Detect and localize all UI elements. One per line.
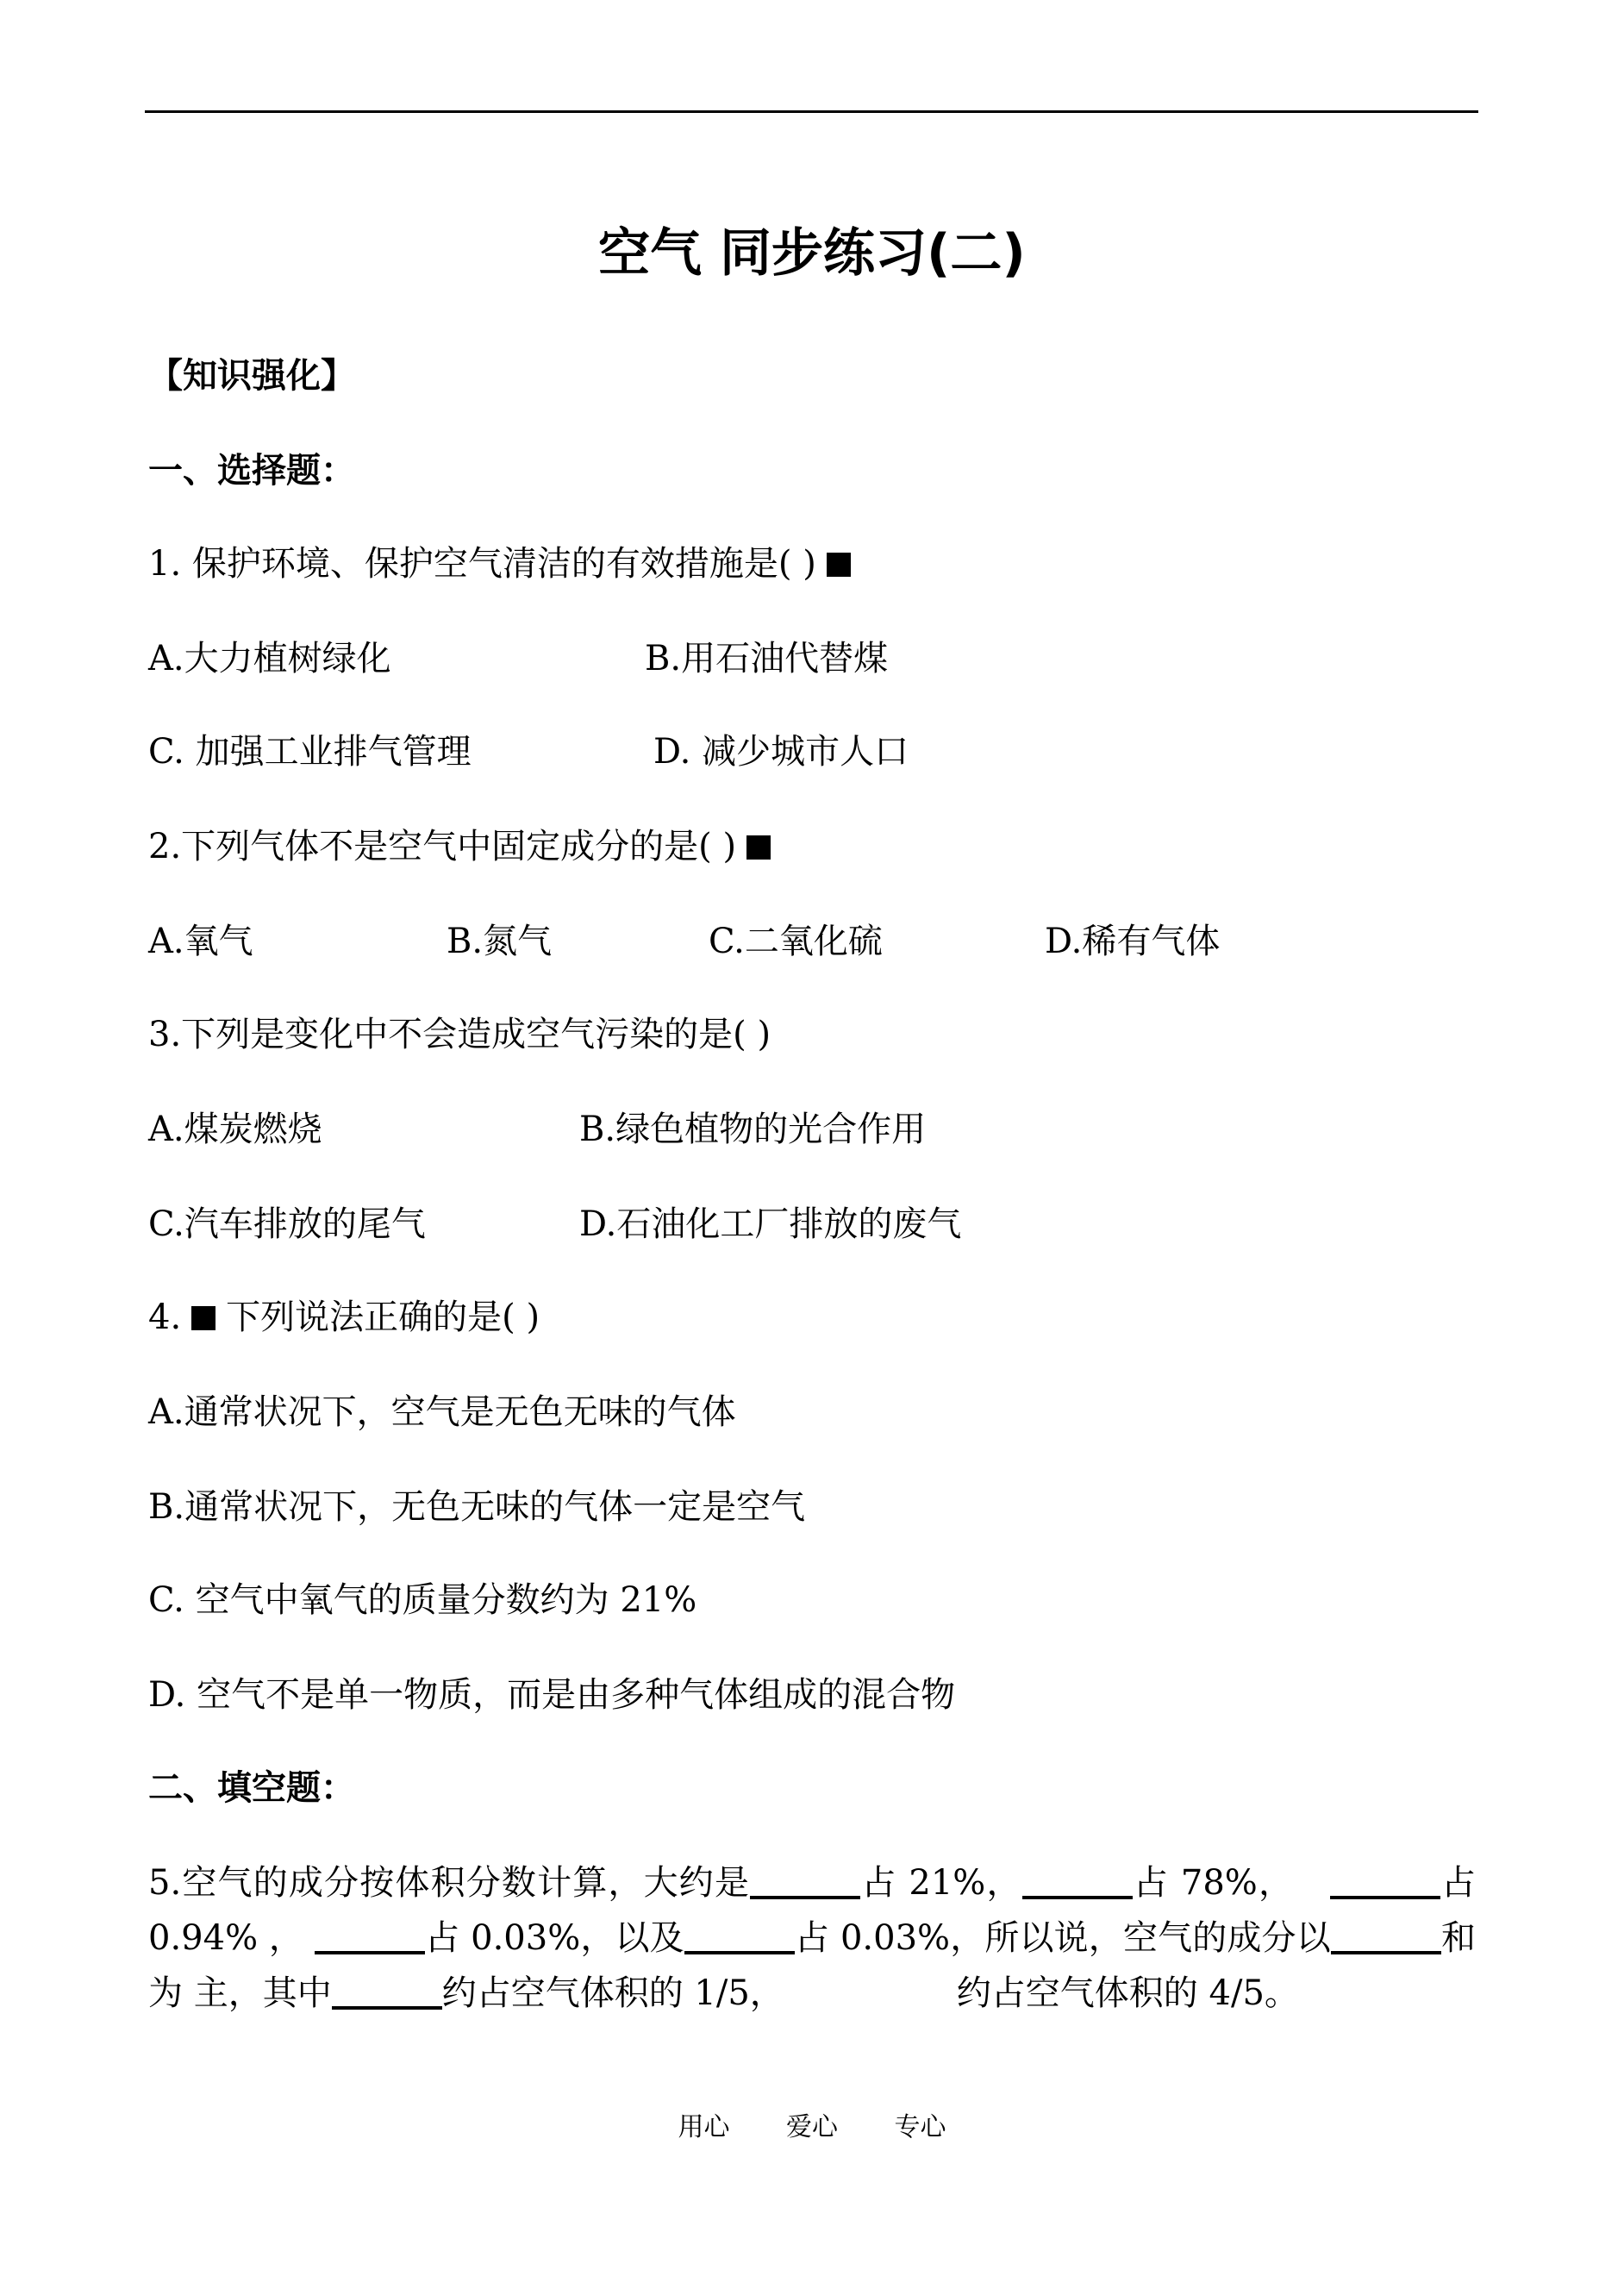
- q3-option-b: B.绿色植物的光合作用: [579, 1110, 927, 1149]
- header-rule: [145, 110, 1478, 113]
- q5-text-3: 占 78%，: [1132, 1863, 1295, 1903]
- answer-blank-2[interactable]: [1022, 1863, 1133, 1899]
- part2-heading: 二、填空题：: [148, 1768, 355, 1808]
- question-4-text: 下列说法正确的是( ): [226, 1298, 540, 1337]
- q5-text-1: 5.空气的成分按体积分数计算，大约是: [148, 1863, 751, 1903]
- question-1-text: 1. 保护环境、保护空气清洁的有效措施是( ): [148, 544, 816, 584]
- q4-option-d: D. 空气不是单一物质，而是由多种气体组成的混合物: [148, 1675, 956, 1715]
- q1-option-d: D. 减少城市人口: [653, 732, 909, 772]
- question-1: [148, 543, 861, 585]
- q1-option-a: A.大力植树绿化: [148, 639, 391, 678]
- square-mark-icon: [746, 835, 771, 860]
- answer-blank-1[interactable]: [750, 1863, 860, 1899]
- answer-blank-4[interactable]: [315, 1918, 425, 1954]
- page-footer: [0, 2112, 1624, 2143]
- q3-option-a: A.煤炭燃烧: [148, 1110, 322, 1149]
- answer-blank-3[interactable]: [1330, 1863, 1440, 1899]
- q3-option-c: C.汽车排放的尾气: [148, 1204, 426, 1244]
- q5-text-8: 约占空气体积的 1/5，: [441, 1973, 784, 2013]
- footer-word-3: 专心: [894, 2112, 946, 2142]
- q5-text-7: 和为 主，其中: [148, 1918, 1476, 2013]
- q4-option-b: B.通常状况下，无色无味的气体一定是空气: [148, 1487, 806, 1527]
- q1-option-b: B.用石油代替煤: [645, 639, 889, 678]
- answer-blank-5[interactable]: [684, 1918, 795, 1954]
- part1-heading: 一、选择题：: [148, 451, 355, 491]
- answer-blank-7[interactable]: [332, 1973, 442, 2010]
- q2-option-a: A.氧气: [148, 922, 253, 961]
- question-2: [148, 826, 781, 867]
- q3-option-d: D.石油化工厂排放的废气: [579, 1204, 962, 1244]
- q5-text-2: 占 21%，: [860, 1863, 1022, 1903]
- footer-word-1: 用心: [678, 2112, 730, 2142]
- question-5: [148, 1855, 1476, 2021]
- q2-option-c: C.二氧化硫: [709, 922, 883, 961]
- q4-option-a: A.通常状况下，空气是无色无味的气体: [148, 1392, 736, 1432]
- q2-option-d: D.稀有气体: [1045, 922, 1221, 961]
- question-4: [148, 1297, 540, 1338]
- q5-text-5: 占 0.03%，以及: [424, 1918, 684, 1958]
- q1-option-c: C. 加强工业排气管理: [148, 732, 472, 772]
- q5-text-9: 约占空气体积的 4/5。: [956, 1973, 1299, 2013]
- page-title: 空气 同步练习(二): [598, 223, 1026, 284]
- question-2-text: 2.下列气体不是空气中固定成分的是( ): [148, 827, 737, 866]
- q5-text-4: 占 0.94% ，: [148, 1863, 1476, 1958]
- section-header: 【知识强化】: [148, 356, 355, 396]
- question-3: 3.下列是变化中不会造成空气污染的是( ): [148, 1015, 771, 1054]
- square-mark-icon: [827, 553, 851, 577]
- q4-option-c: C. 空气中氧气的质量分数约为 21%: [148, 1580, 697, 1620]
- footer-word-2: 爱心: [786, 2112, 838, 2142]
- square-mark-icon: [191, 1306, 215, 1330]
- answer-blank-6[interactable]: [1331, 1918, 1441, 1954]
- q5-text-6: 占 0.03%，所以说，空气的成分以: [794, 1918, 1331, 1958]
- question-4-number: 4.: [148, 1298, 182, 1337]
- q2-option-b: B.氮气: [447, 922, 553, 961]
